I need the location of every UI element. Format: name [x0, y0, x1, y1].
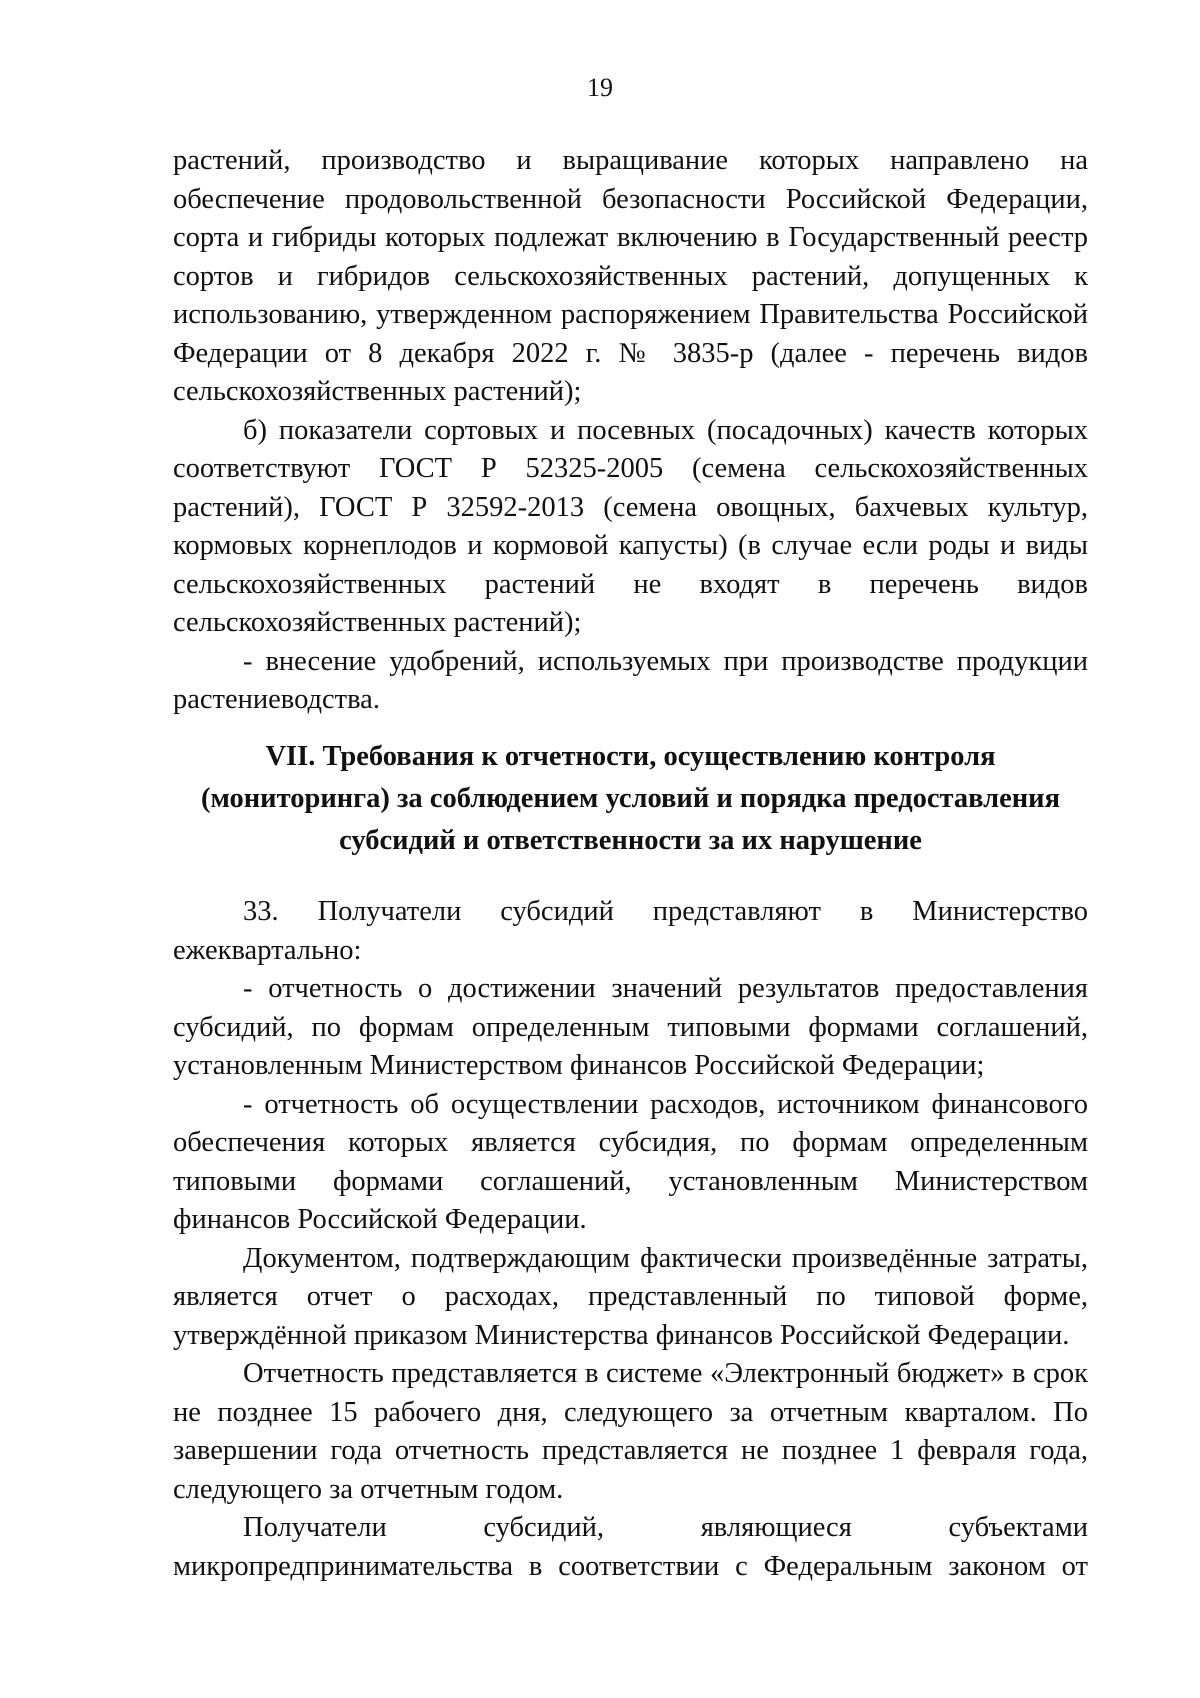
text-line: утверждённой приказом Министерства финансов Российской Федерации. — [173, 1319, 1070, 1351]
text-line: растений), ГОСТ Р 32592-2013 (семена овощных, бахчевых культур, — [173, 491, 1088, 523]
text-line: соответствуют ГОСТ Р 52325-2005 (семена сельскохозяйственных — [173, 453, 1088, 484]
text-line: сельскохозяйственных растений); — [173, 607, 582, 638]
text-line: сельскохозяйственных растений); — [173, 376, 582, 407]
text-line: сорта и гибриды которых подлежат включению в Государственный реестр — [173, 222, 1088, 253]
text-line: растений, производство и выращивание которых направлено на — [173, 145, 1088, 176]
text-line: не позднее 15 рабочего дня, следующего за отчетным кварталом. По — [173, 1396, 1088, 1428]
text-line: установленным Министерством финансов Российской Федерации; — [173, 1050, 985, 1081]
heading-line: (мониторинга) за соблюдением условий и порядка предоставления — [200, 783, 1061, 814]
page-number: 19 — [587, 73, 613, 102]
text-line: - внесение удобрений, используемых при производстве продукции — [243, 645, 1088, 677]
heading-line: VII. Требования к отчетности, осуществлению контроля — [265, 741, 996, 772]
text-line: Документом, подтверждающим фактически произведённые затраты, — [243, 1242, 1088, 1274]
text-line: Отчетность представляется в системе «Электронный бюджет» в срок — [243, 1358, 1088, 1389]
text-line: ежеквартально: — [173, 934, 362, 966]
text-line: является отчет о расходах, представленный по типовой форме, — [173, 1281, 1088, 1312]
text-line: Получатели субсидий, являющиеся субъектами — [243, 1512, 1088, 1543]
paragraph-block-bottom — [173, 893, 1088, 1586]
text-line: финансов Российской Федерации. — [173, 1204, 587, 1235]
text-line: кормовых корнеплодов и кормовой капусты) (в случае если роды и виды — [173, 530, 1088, 561]
text-line: завершении года отчетность представляется не позднее 1 февраля года, — [173, 1435, 1088, 1466]
text-line: типовыми формами соглашений, установленным Министерством — [173, 1165, 1088, 1197]
text-line: сельскохозяйственных растений не входят в перечень видов — [173, 568, 1088, 600]
text-line: - отчетность о достижении значений результатов предоставления — [243, 973, 1088, 1004]
text-line: обеспечения которых является субсидия, по формам определенным — [173, 1127, 1088, 1158]
text-line: микропредпринимательства в соответствии с Федеральным законом от — [173, 1550, 1088, 1582]
section-heading — [173, 736, 1088, 862]
paragraph-block-top — [173, 142, 1088, 720]
text-line: б) показатели сортовых и посевных (посадочных) качеств которых — [243, 414, 1088, 446]
text-line: 33. Получатели субсидий представляют в Министерство — [243, 896, 1088, 927]
text-line: использованию, утвержденном распоряжением Правительства Российской — [173, 299, 1088, 330]
text-line: субсидий, по формам определенным типовыми формами соглашений, — [173, 1011, 1088, 1043]
heading-line: субсидий и ответственности за их нарушение — [339, 825, 922, 856]
text-line: Федерации от 8 декабря 2022 г. № 3835-р (далее - перечень видов — [173, 337, 1088, 369]
text-line: обеспечение продовольственной безопасности Российской Федерации, — [173, 183, 1088, 215]
text-line: растениеводства. — [173, 684, 380, 715]
text-line: сортов и гибридов сельскохозяйственных растений, допущенных к — [173, 260, 1088, 292]
text-line: - отчетность об осуществлении расходов, источником финансового — [243, 1088, 1088, 1120]
text-line: следующего за отчетным годом. — [173, 1473, 564, 1505]
